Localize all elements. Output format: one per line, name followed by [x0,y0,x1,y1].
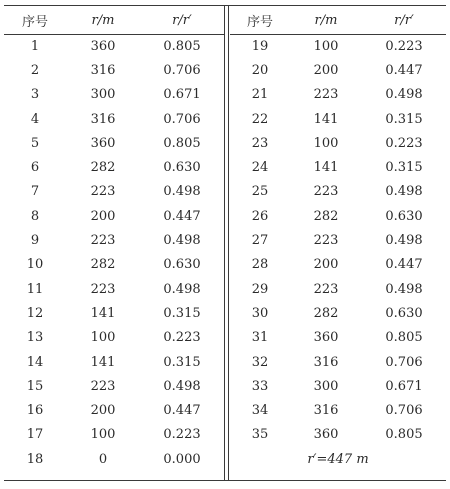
table-row [4,350,224,374]
header-ratio: r/r′ [394,12,414,28]
table-row [230,107,446,131]
table-row [4,131,224,155]
row-index: 9 [30,233,40,249]
row-index: 3 [30,87,40,103]
row-ratio-value: 0.447 [163,403,201,419]
row-ratio-value: 0.706 [385,354,423,370]
row-index: 34 [251,403,269,419]
row-index: 17 [26,427,44,443]
row-ratio-value: 0.805 [163,38,201,54]
table-row [230,180,446,204]
header-r: r/m [314,12,338,28]
row-index: 27 [251,233,269,249]
header-index: 序号 [246,14,273,30]
row-r-value: 360 [90,135,116,151]
row-r-value: 316 [313,403,339,419]
row-ratio-value: 0.315 [163,305,201,321]
table-row [4,58,224,82]
row-index: 24 [251,160,269,176]
row-ratio-value: 0.447 [163,208,201,224]
table-row [230,326,446,350]
row-r-value: 223 [313,233,339,249]
row-r-value: 223 [90,184,116,200]
table-row [230,156,446,180]
row-ratio-value: 0.223 [163,427,201,443]
row-ratio-value: 0.630 [385,208,423,224]
row-ratio-value: 0.498 [385,87,423,103]
header-index: 序号 [21,14,48,30]
row-ratio-value: 0.315 [385,111,423,127]
row-ratio-value: 0.223 [385,38,423,54]
table-row [4,301,224,325]
row-ratio-value: 0.671 [385,378,423,394]
row-r-value: 300 [313,378,339,394]
table-row [230,399,446,423]
table-row [4,83,224,107]
table-row [230,350,446,374]
table-row [4,277,224,301]
row-index: 33 [251,378,269,394]
row-index: 14 [26,354,44,370]
row-r-value: 223 [90,233,116,249]
row-r-value: 100 [90,427,116,443]
double-rule-left [224,6,225,480]
table-row [4,374,224,398]
row-r-value: 141 [90,305,116,321]
row-ratio-value: 0.498 [163,378,201,394]
row-ratio-value: 0.498 [385,184,423,200]
row-r-value: 100 [313,38,339,54]
row-index: 18 [26,451,44,467]
row-index: 21 [251,87,269,103]
table-row [230,204,446,228]
table-row [4,107,224,131]
row-ratio-value: 0.805 [163,135,201,151]
table-row [230,374,446,398]
row-ratio-value: 0.805 [385,427,423,443]
row-r-value: 282 [313,208,339,224]
row-r-value: 200 [313,62,339,78]
table-row [4,228,224,252]
row-r-value: 360 [313,330,339,346]
row-r-value: 282 [90,257,116,273]
row-index: 10 [26,257,44,273]
row-index: 29 [251,281,269,297]
row-index: 4 [30,111,40,127]
double-rule-right [228,6,229,480]
row-r-value: 300 [90,87,116,103]
row-index: 7 [30,184,40,200]
row-ratio-value: 0.630 [385,305,423,321]
left-half [4,6,224,480]
table-row [230,58,446,82]
row-ratio-value: 0.630 [163,257,201,273]
row-ratio-value: 0.498 [385,281,423,297]
table-row [230,131,446,155]
row-index: 28 [251,257,269,273]
row-index: 31 [251,330,269,346]
row-r-value: 316 [90,111,116,127]
row-r-value: 141 [90,354,116,370]
table-row [230,34,446,58]
row-r-value: 200 [90,403,116,419]
row-ratio-value: 0.315 [163,354,201,370]
row-ratio-value: 0.000 [163,451,201,467]
row-index: 22 [251,111,269,127]
right-half [230,6,446,480]
table-row [4,447,224,471]
row-index: 5 [30,135,40,151]
header-ratio: r/r′ [172,12,192,28]
row-ratio-value: 0.805 [385,330,423,346]
table-row [4,399,224,423]
row-ratio-value: 0.447 [385,257,423,273]
table-row [4,253,224,277]
table-row [4,204,224,228]
table-row [230,253,446,277]
row-ratio-value: 0.447 [385,62,423,78]
row-ratio-value: 0.498 [163,184,201,200]
row-r-value: 223 [313,184,339,200]
table-row [4,423,224,447]
table-row [230,423,446,447]
row-ratio-value: 0.706 [163,62,201,78]
row-index: 26 [251,208,269,224]
row-ratio-value: 0.498 [163,233,201,249]
row-ratio-value: 0.671 [163,87,201,103]
table-row [4,180,224,204]
row-ratio-value: 0.706 [163,111,201,127]
row-index: 15 [26,378,44,394]
row-ratio-value: 0.706 [385,403,423,419]
row-ratio-value: 0.498 [163,281,201,297]
reference-radius-row [230,447,446,471]
row-index: 23 [251,135,269,151]
row-r-value: 223 [313,281,339,297]
header-r: r/m [91,12,115,28]
row-r-value: 141 [313,160,339,176]
table-row [230,301,446,325]
table-row [4,326,224,350]
row-r-value: 200 [313,257,339,273]
row-r-value: 223 [90,281,116,297]
row-ratio-value: 0.223 [163,330,201,346]
row-r-value: 360 [313,427,339,443]
row-ratio-value: 0.315 [385,160,423,176]
row-index: 2 [30,62,40,78]
row-ratio-value: 0.630 [163,160,201,176]
table-row [4,156,224,180]
row-index: 20 [251,62,269,78]
row-r-value: 141 [313,111,339,127]
row-index: 16 [26,403,44,419]
row-ratio-value: 0.498 [385,233,423,249]
row-index: 32 [251,354,269,370]
row-index: 35 [251,427,269,443]
row-r-value: 282 [90,160,116,176]
row-r-value: 316 [313,354,339,370]
row-index: 11 [26,281,44,297]
row-index: 8 [30,208,40,224]
row-index: 13 [26,330,44,346]
reference-radius-note: r′=447 m [307,451,369,467]
row-ratio-value: 0.223 [385,135,423,151]
data-table [4,5,446,481]
row-r-value: 200 [90,208,116,224]
row-r-value: 360 [90,38,116,54]
header-row-left [4,6,224,35]
row-r-value: 100 [313,135,339,151]
row-index: 25 [251,184,269,200]
row-r-value: 282 [313,305,339,321]
row-r-value: 100 [90,330,116,346]
row-index: 1 [30,38,40,54]
row-r-value: 223 [90,378,116,394]
row-index: 19 [251,38,269,54]
table-row [230,277,446,301]
table-row [4,34,224,58]
row-index: 12 [26,305,44,321]
row-r-value: 223 [313,87,339,103]
header-row-right [230,6,446,35]
row-r-value: 316 [90,62,116,78]
table-row [230,228,446,252]
row-r-value: 0 [98,451,108,467]
table-row [230,83,446,107]
row-index: 6 [30,160,40,176]
row-index: 30 [251,305,269,321]
